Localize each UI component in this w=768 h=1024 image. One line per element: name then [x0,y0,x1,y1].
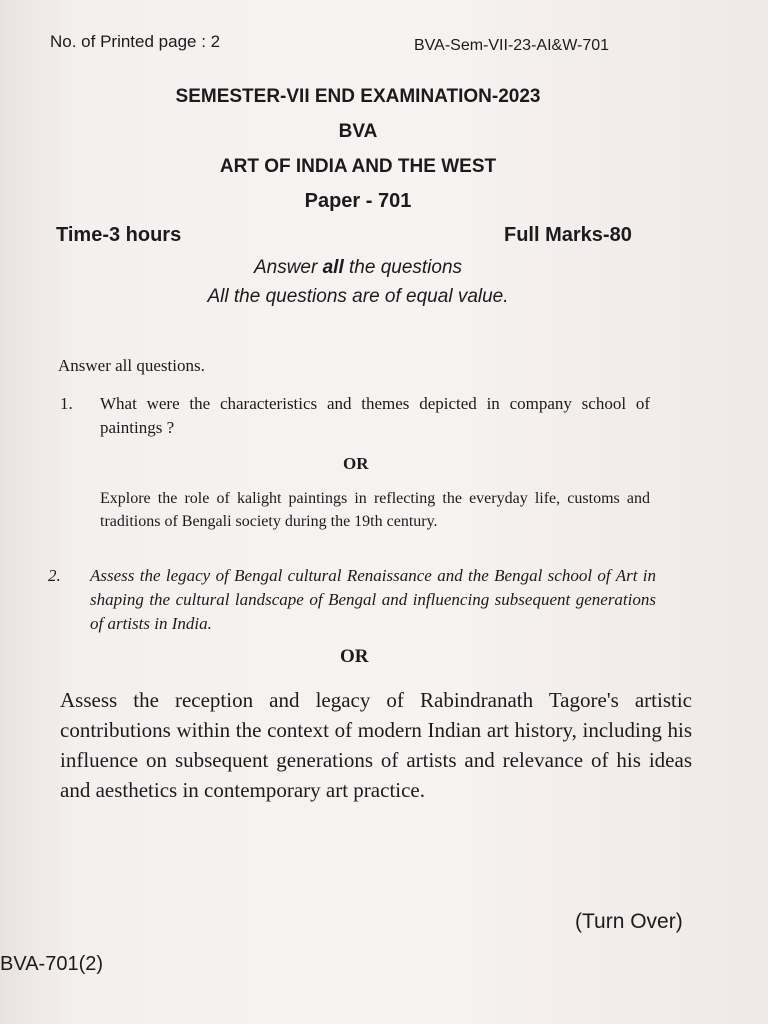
paper-number: Paper - 701 [304,190,412,212]
instruction-text: the questions [343,257,463,278]
question-2-text: Assess the legacy of Bengal cultural Renaissance and the Bengal school of Art in shaping the cultural landscape of Bengal and influencing subsequent generations of artists in India. [90,566,656,633]
subject-title: ART OF INDIA AND THE WEST [219,156,497,177]
course-name: BVA [338,121,378,142]
instruction-emphasis: all [322,257,344,278]
turn-over-note: (Turn Over) [575,910,683,933]
question-1-text: What were the characteristics and themes depicted in company school of paintings ? [100,394,650,437]
paper-code: BVA-Sem-VII-23-AI&W-701 [414,37,610,54]
exam-title: SEMESTER-VII END EXAMINATION-2023 [175,86,541,107]
footer-paper-code: BVA-701(2) [0,953,104,975]
answer-all-note: Answer all questions. [58,356,205,375]
question-1-number: 1. [60,394,73,413]
exam-duration: Time-3 hours [56,224,182,246]
question-1-alternative: Explore the role of kalight paintings in reflecting the everyday life, customs and traditions of Bengali society during the 19th century. [100,490,650,530]
question-2-alternative: Assess the reception and legacy of Rabindranath Tagore's artistic contributions within the context of modern Indian art history, including his influence on subsequent generations of artists and relevance of his ideas and aesthetics in contemporary art practice. [60,688,692,802]
full-marks: Full Marks-80 [504,224,632,246]
printed-pages-count: No. of Printed page : 2 [50,32,221,51]
question-2-or: OR [340,646,369,667]
instruction-line-2: All the questions are of equal value. [207,286,509,307]
instruction-line-1 [0,257,716,279]
question-1-or: OR [343,454,369,473]
question-2-number: 2. [48,566,61,585]
instruction-text: Answer [253,257,323,278]
